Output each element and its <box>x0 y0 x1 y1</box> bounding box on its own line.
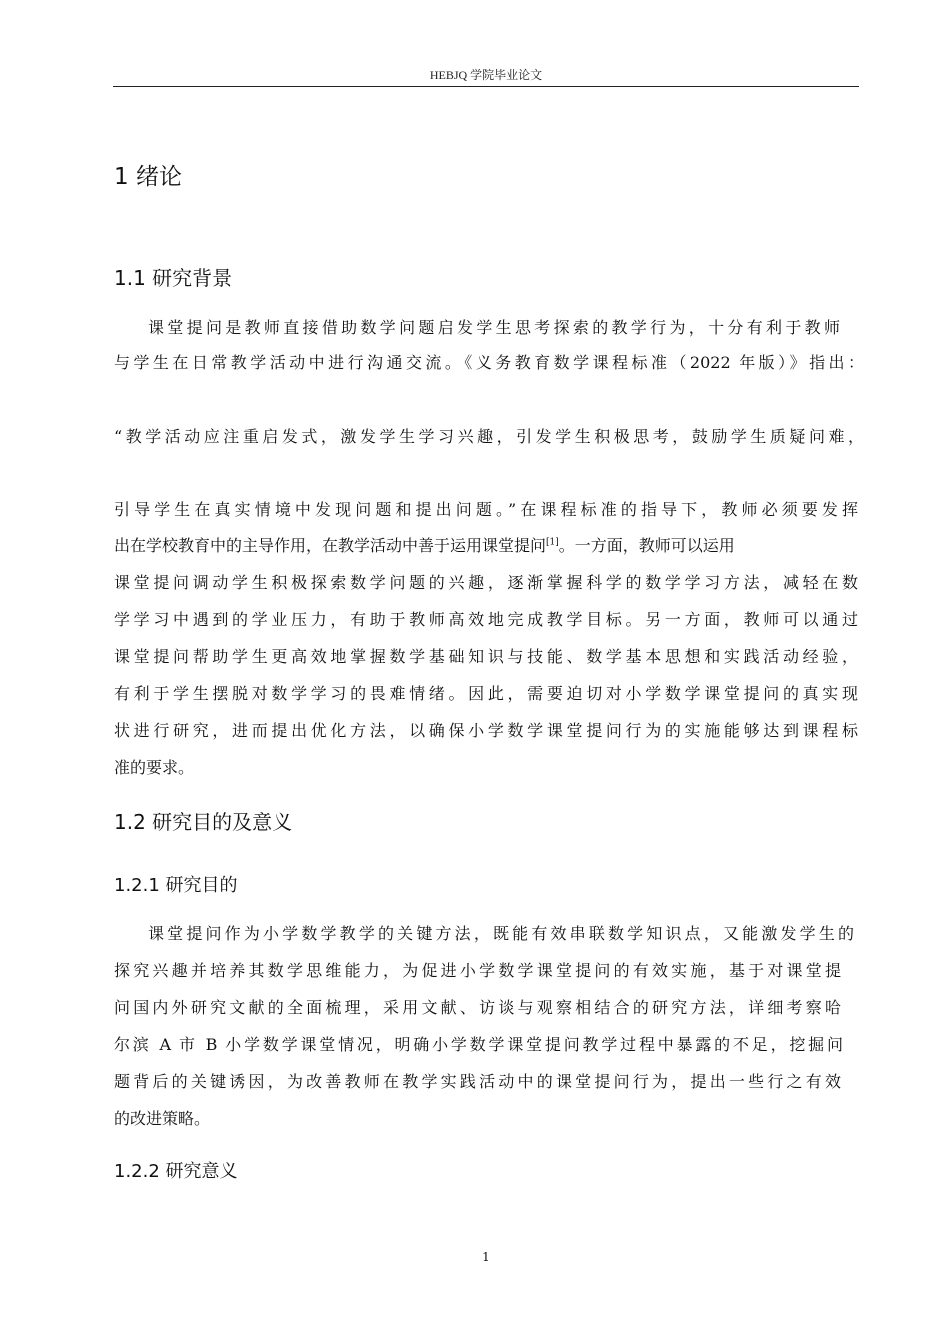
paragraph-line: 探究兴趣并培养其数学思维能力，为促进小学数学课堂提问的有效实施，基于对课堂提 <box>114 961 841 980</box>
paragraph-line: 问国内外研究文献的全面梳理，采用文献、访谈与观察相结合的研究方法，详细考察哈 <box>114 998 841 1017</box>
quote-line: “教学活动应注重启发式，激发学生学习兴趣，引发学生积极思考，鼓励学生质疑问难， <box>114 427 864 446</box>
paragraph-line: 学学习中遇到的学业压力，有助于教师高效地完成教学目标。另一方面，教师可以通过 <box>114 610 858 629</box>
subsection-title-1-2-1: 1.2.1 研究目的 <box>114 875 238 896</box>
paragraph-line: 课堂提问帮助学生更高效地掌握数学基础知识与技能、数学基本思想和实践活动经验， <box>114 647 858 666</box>
paragraph-line-with-citation <box>114 536 858 556</box>
header-divider <box>113 86 859 87</box>
paragraph-line: 的改进策略。 <box>114 1109 211 1128</box>
paragraph-line: 有利于学生摆脱对数学学习的畏难情绪。因此，需要迫切对小学数学课堂提问的真实现 <box>114 684 858 703</box>
running-header: HEBJQ 学院毕业论文 <box>429 68 543 82</box>
paragraph-line: 引导学生在真实情境中发现问题和提出问题。”在课程标准的指导下，教师必须要发挥 <box>114 500 858 519</box>
paragraph-line: 与学生在日常教学活动中进行沟通交流。《义务教育数学课程标准（2022 年版）》指出： <box>114 353 864 372</box>
citation-ref[interactable]: [1] <box>546 537 559 548</box>
subsection-title-1-2-2: 1.2.2 研究意义 <box>114 1161 238 1182</box>
paragraph-line: 课堂提问调动学生积极探索数学问题的兴趣，逐渐掌握科学的数学学习方法，减轻在数 <box>114 573 858 592</box>
paragraph-line: 尔滨 A 市 B 小学数学课堂情况，明确小学数学课堂提问教学过程中暴露的不足，挖掘问 <box>114 1035 843 1054</box>
paragraph-line: 状进行研究，进而提出优化方法，以确保小学数学课堂提问行为的实施能够达到课程标 <box>114 721 858 740</box>
paragraph-text: 出在学校教育中的主导作用，在教学活动中善于运用课堂提问 <box>114 536 547 555</box>
paragraph-line: 题背后的关键诱因，为改善教师在教学实践活动中的课堂提问行为，提出一些行之有效 <box>114 1072 841 1091</box>
section-title-1-2: 1.2 研究目的及意义 <box>114 810 293 834</box>
paragraph-text: 。一方面，教师可以运用 <box>558 536 735 555</box>
chapter-title: 1 绪论 <box>114 164 182 190</box>
page-number: 1 <box>482 1250 490 1264</box>
section-title-1-1: 1.1 研究背景 <box>114 266 233 290</box>
paragraph-line: 准的要求。 <box>114 758 195 777</box>
paragraph-line: 课堂提问作为小学数学教学的关键方法，既能有效串联数学知识点，又能激发学生的 <box>148 924 854 943</box>
paragraph-line: 课堂提问是教师直接借助数学问题启发学生思考探索的教学行为，十分有利于教师 <box>148 318 840 337</box>
